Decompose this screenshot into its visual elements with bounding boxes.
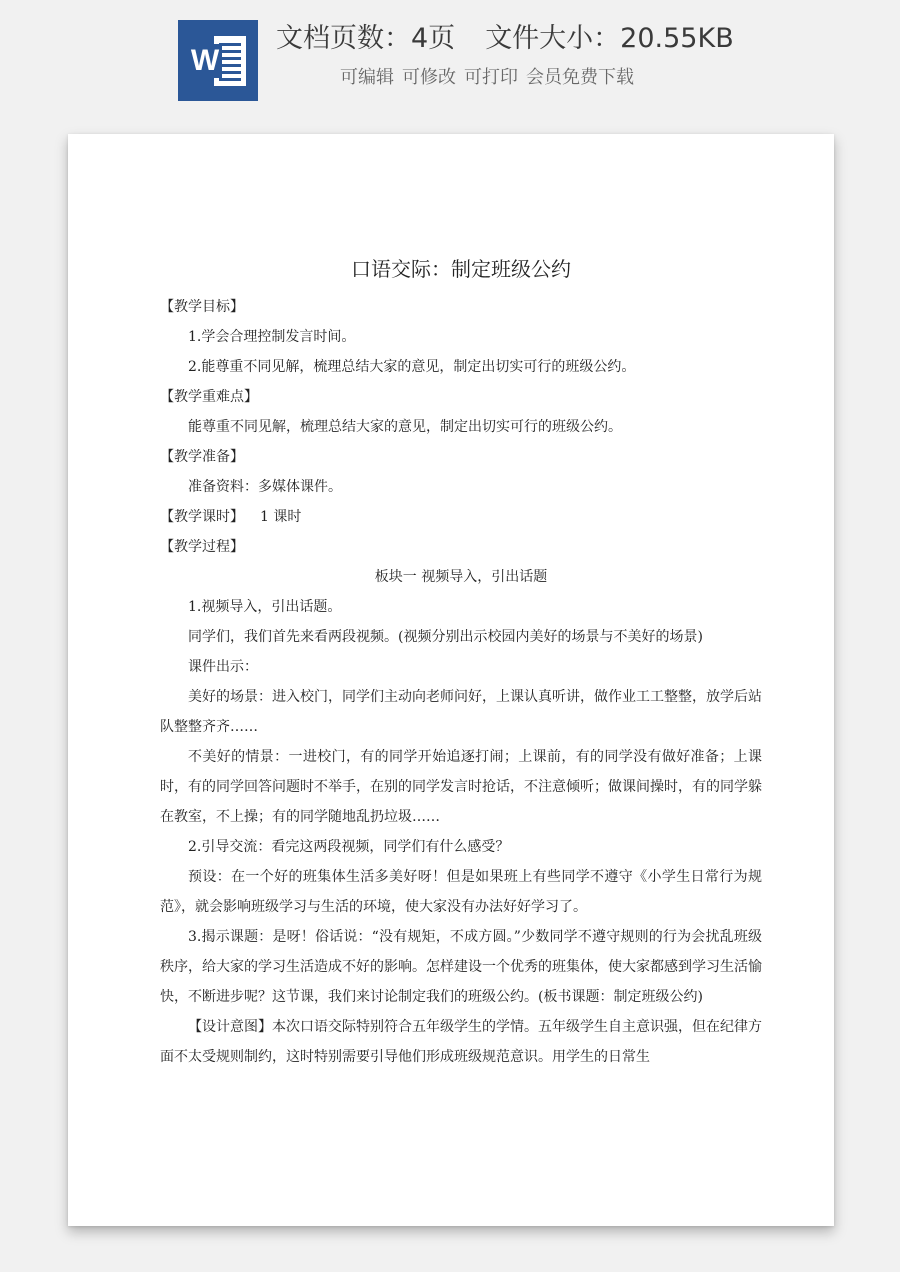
process-heading: 【教学过程】 bbox=[160, 539, 244, 555]
document-page bbox=[68, 134, 834, 1226]
file-size-text: 文件大小：20.55KB bbox=[485, 23, 734, 54]
feature-list bbox=[340, 64, 634, 92]
icon-line bbox=[219, 50, 241, 53]
class-hours-value: 1 课时 bbox=[260, 509, 302, 525]
icon-line bbox=[219, 71, 241, 74]
paragraph: 【设计意图】本次口语交际特别符合五年级学生的学情。五年级学生自主意识强，但在纪律方面不太受规则制约，这时特别需要引导他们形成班级规范意识。用学生的日常生 bbox=[160, 1019, 762, 1065]
paragraph: 美好的场景：进入校门，同学们主动向老师问好，上课认真听讲，做作业工工整整，放学后站队整整齐齐…… bbox=[160, 689, 762, 735]
icon-line bbox=[219, 64, 241, 67]
file-stats bbox=[276, 18, 734, 60]
block-title: 板块一 视频导入，引出话题 bbox=[374, 569, 548, 585]
key-points-text: 能尊重不同见解，梳理总结大家的意见，制定出切实可行的班级公约。 bbox=[188, 419, 622, 435]
icon-line bbox=[219, 78, 241, 81]
goal-item: 1.学会合理控制发言时间。 bbox=[188, 329, 356, 345]
key-points-heading: 【教学重难点】 bbox=[160, 389, 258, 405]
preparation-heading: 【教学准备】 bbox=[160, 449, 244, 465]
paragraph: 课件出示： bbox=[188, 659, 258, 675]
page-count-text: 文档页数：4页 bbox=[276, 23, 456, 54]
paragraph: 预设：在一个好的班集体生活多美好呀！但是如果班上有些同学不遵守《小学生日常行为规范》，就会影响班级学习与生活的环境，使大家没有办法好好学习了。 bbox=[160, 869, 762, 915]
paragraph: 2.引导交流：看完这两段视频，同学们有什么感受？ bbox=[188, 839, 510, 855]
goal-item: 2.能尊重不同见解，梳理总结大家的意见，制定出切实可行的班级公约。 bbox=[188, 359, 636, 375]
paragraph: 1.视频导入，引出话题。 bbox=[188, 599, 342, 615]
paragraph: 不美好的情景：一进校门，有的同学开始追逐打闹；上课前，有的同学没有做好准备；上课时，有的同学回答问题时不举手，在别的同学发言时抢话，不注意倾听；做课间操时，有的同学躲在教室，不上操；有的同学随地乱扔垃圾…… bbox=[160, 749, 762, 825]
feature-editable: 可编辑 bbox=[340, 67, 394, 88]
document-info-header bbox=[0, 0, 900, 120]
icon-line bbox=[219, 57, 241, 60]
feature-member-download: 会员免费下载 bbox=[526, 67, 634, 88]
word-document-icon bbox=[178, 20, 258, 101]
feature-modifiable: 可修改 bbox=[402, 67, 456, 88]
class-hours-line bbox=[160, 502, 762, 532]
class-hours-heading: 【教学课时】 bbox=[160, 509, 244, 525]
paragraph: 同学们，我们首先来看两段视频。(视频分别出示校园内美好的场景与不美好的场景) bbox=[188, 629, 703, 645]
document-body bbox=[160, 252, 762, 1072]
goals-heading: 【教学目标】 bbox=[160, 299, 244, 315]
document-title: 口语交际：制定班级公约 bbox=[351, 257, 571, 281]
preparation-text: 准备资料：多媒体课件。 bbox=[188, 479, 342, 495]
feature-printable: 可打印 bbox=[464, 67, 518, 88]
paragraph: 3.揭示课题：是呀！俗话说：“没有规矩，不成方圆。”少数同学不遵守规则的行为会扰乱班级秩序，给大家的学习生活造成不好的影响。怎样建设一个优秀的班集体，使大家都感到学习生活愉快，不断进步呢？这节课，我们来讨论制定我们的班级公约。(板书课题：制定班级公约) bbox=[160, 929, 762, 1005]
icon-letter: W bbox=[188, 44, 222, 78]
icon-line bbox=[219, 43, 241, 46]
